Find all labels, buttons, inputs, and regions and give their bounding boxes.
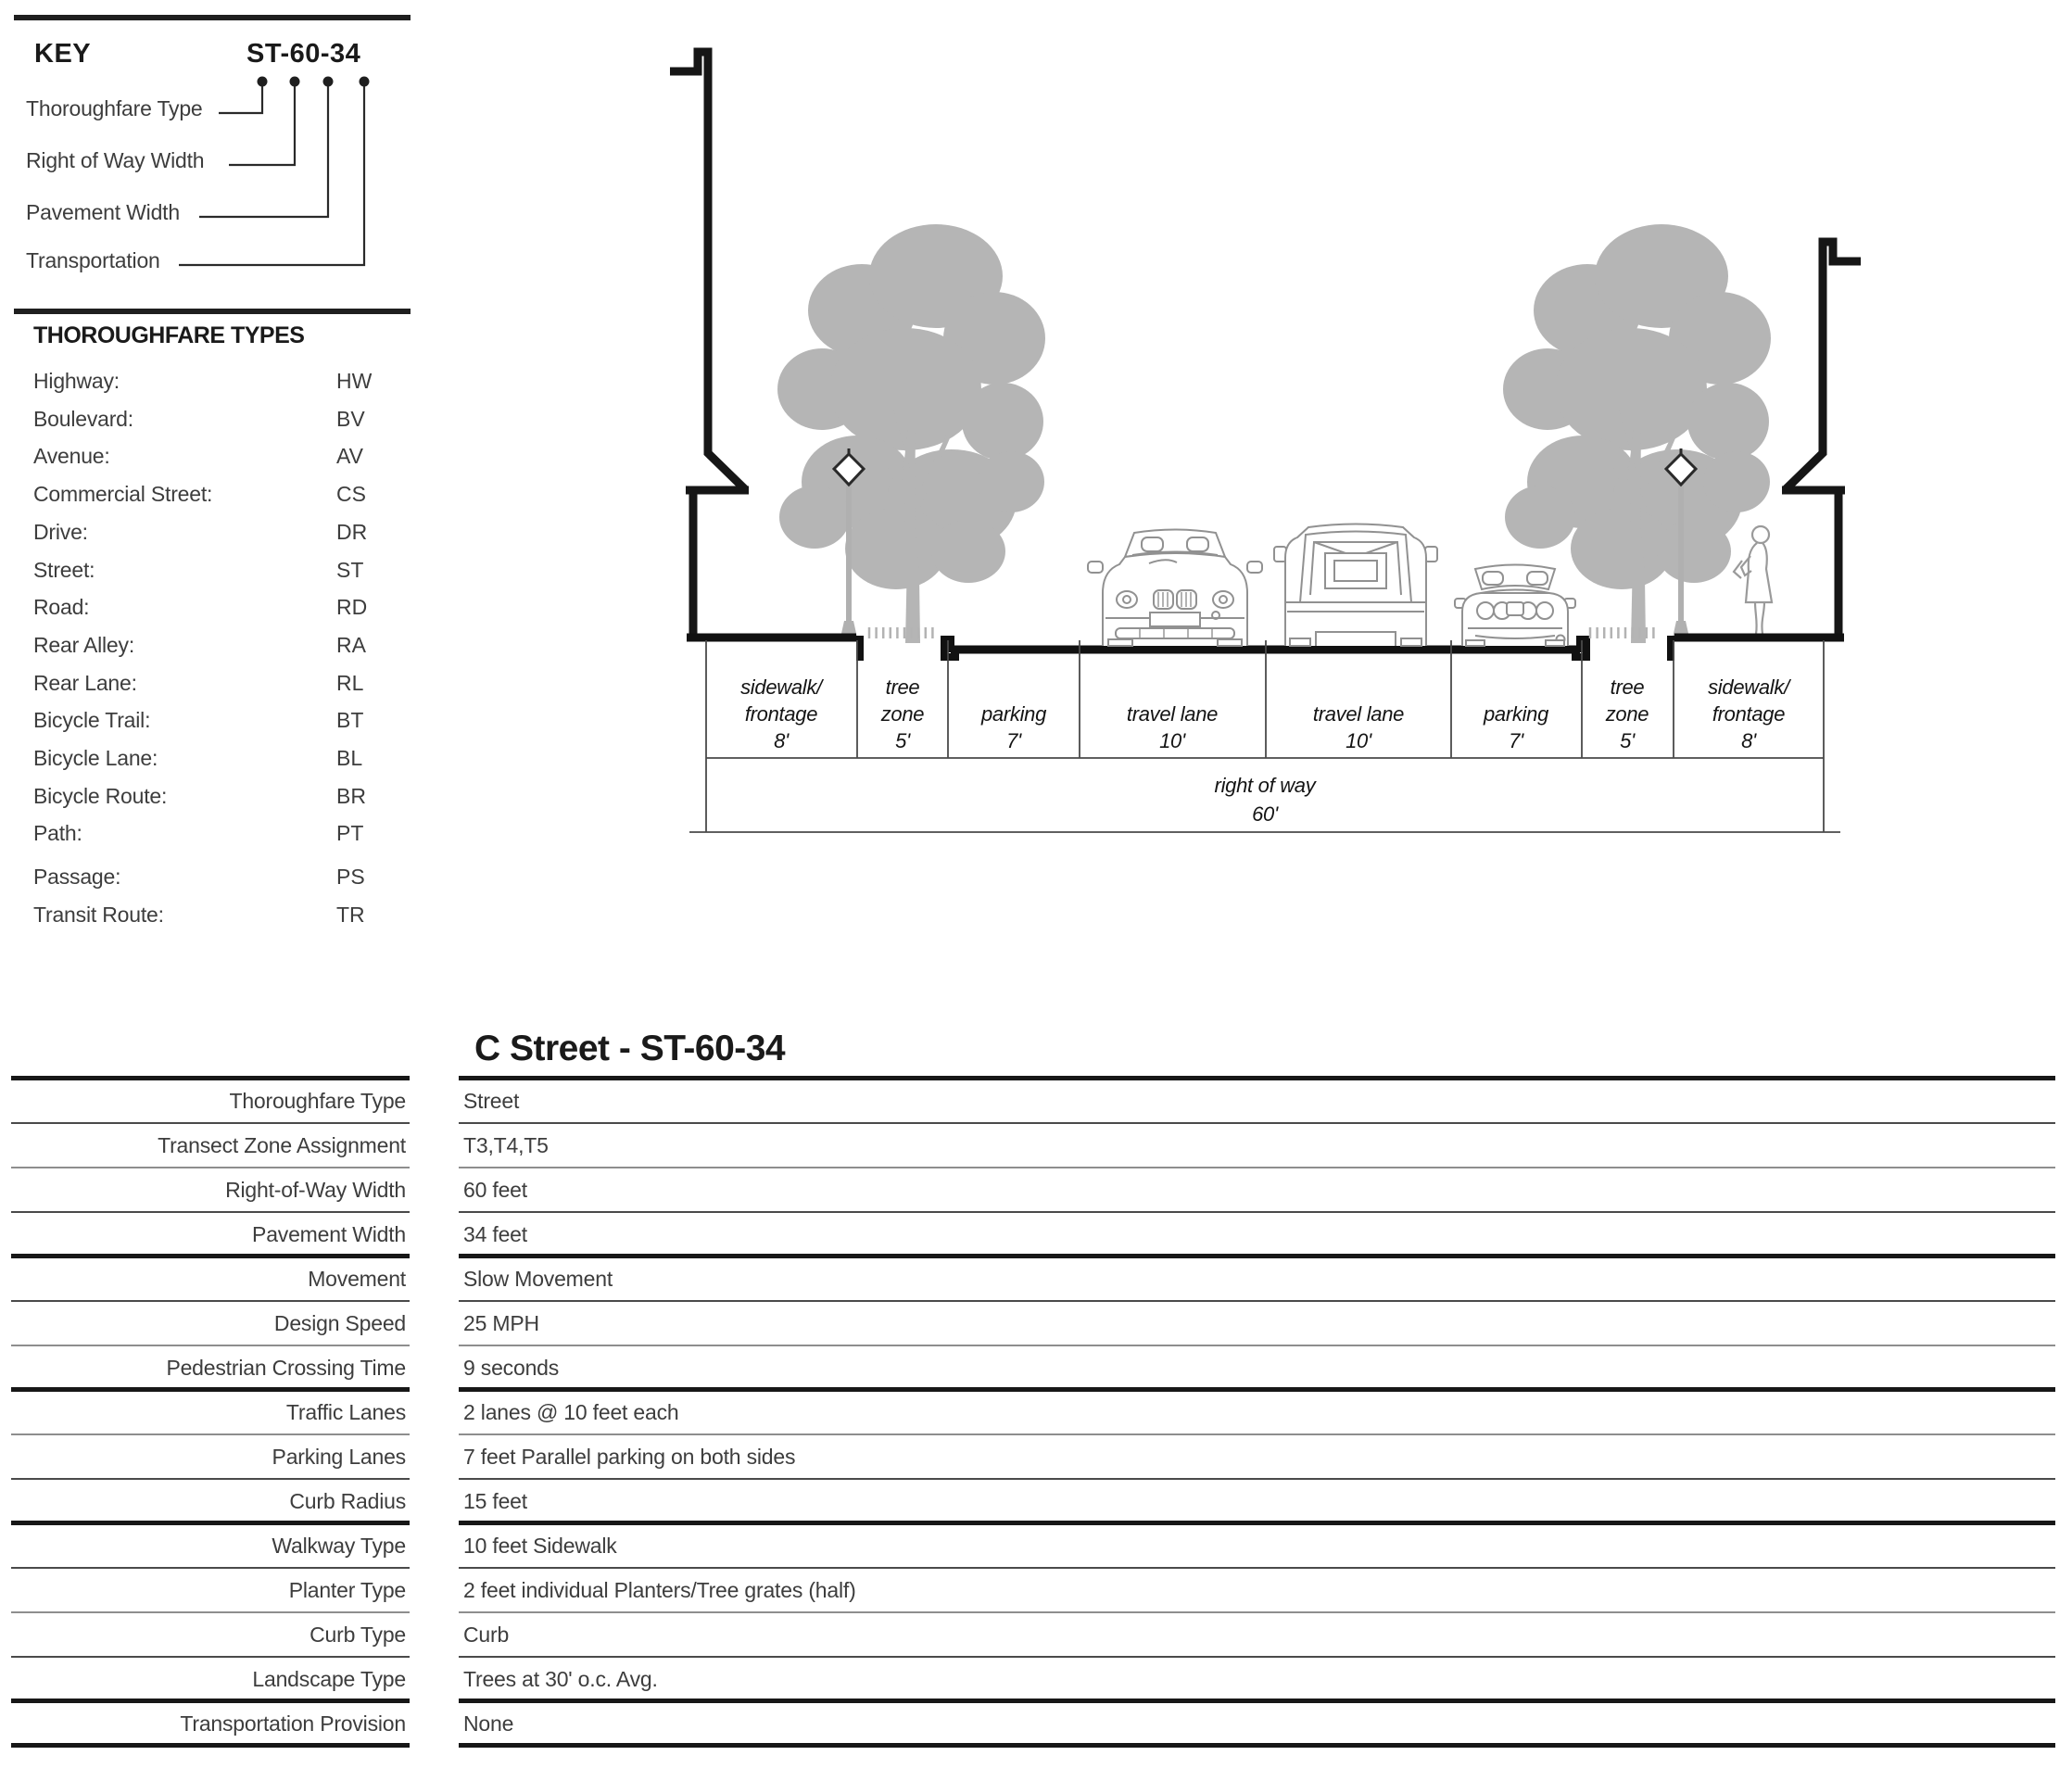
zone-label xyxy=(1284,662,1433,754)
key-label-pavement-width: Pavement Width xyxy=(26,200,180,224)
thoroughfare-type-abbr: PT xyxy=(336,821,364,846)
car-rear-icon xyxy=(1274,524,1437,647)
zone-name-line: parking xyxy=(980,702,1047,726)
key-label-right-of-way-width: Right of Way Width xyxy=(26,148,205,172)
spec-table-rule xyxy=(459,1076,2055,1080)
spec-table-rule xyxy=(459,1567,2055,1569)
spec-row-value: None xyxy=(463,1711,514,1736)
spec-row-value: Street xyxy=(463,1089,520,1113)
spec-table-rule xyxy=(11,1254,410,1258)
spec-row-value: Curb xyxy=(463,1623,510,1647)
zone-dimension: 8' xyxy=(774,729,789,752)
spec-row-value: 10 feet Sidewalk xyxy=(463,1534,617,1558)
key-code: ST-60-34 xyxy=(246,39,361,69)
spec-table-rule xyxy=(459,1254,2055,1258)
spec-table-rule xyxy=(11,1478,410,1480)
thoroughfare-type-name: Transit Route: xyxy=(33,902,164,927)
key-connector-lines xyxy=(179,86,364,265)
thoroughfare-type-name: Passage: xyxy=(33,865,121,890)
thoroughfare-type-name: Bicycle Route: xyxy=(33,783,168,808)
spec-row-value: 60 feet xyxy=(463,1178,527,1202)
spec-row-label: Curb Type xyxy=(310,1623,406,1647)
spec-table-rule xyxy=(459,1300,2055,1302)
zone-dimension: 10' xyxy=(1346,729,1371,752)
zone-label xyxy=(1098,662,1246,754)
spec-table-rule xyxy=(11,1656,410,1658)
thoroughfare-type-name: Commercial Street: xyxy=(33,482,213,507)
spec-row-label: Curb Radius xyxy=(289,1489,406,1513)
spec-table-rule xyxy=(459,1478,2055,1480)
spec-table-rule xyxy=(11,1611,410,1613)
thoroughfare-type-abbr: DR xyxy=(336,519,368,544)
spec-table-rule xyxy=(459,1611,2055,1613)
thoroughfare-type-abbr: ST xyxy=(336,557,364,582)
spec-row-label: Walkway Type xyxy=(272,1534,406,1558)
thoroughfare-type-abbr: HW xyxy=(336,369,373,393)
spec-row-value: 15 feet xyxy=(463,1489,527,1513)
right-of-way-dim: 60' xyxy=(1252,802,1278,826)
zone-dimension: 5' xyxy=(895,729,910,752)
thoroughfare-type-name: Highway: xyxy=(33,369,120,393)
spec-row-value: Slow Movement xyxy=(463,1267,613,1291)
spec-row-value: 2 lanes @ 10 feet each xyxy=(463,1400,679,1424)
spec-table-labels xyxy=(11,1078,410,1745)
spec-table-rule xyxy=(11,1167,410,1168)
spec-table-rule xyxy=(459,1433,2055,1435)
thoroughfare-type-abbr: CS xyxy=(336,482,366,507)
spec-row-label: Transportation Provision xyxy=(180,1711,406,1736)
thoroughfare-type-name: Boulevard: xyxy=(33,406,133,431)
zone-dimension: 10' xyxy=(1159,729,1185,752)
spec-table-rule xyxy=(459,1122,2055,1124)
spec-table-rule xyxy=(11,1743,410,1748)
spec-row-label: Planter Type xyxy=(288,1578,406,1602)
spec-row-label: Traffic Lanes xyxy=(285,1400,406,1424)
spec-table-rule xyxy=(11,1076,410,1080)
spec-table-rule xyxy=(459,1167,2055,1168)
thoroughfare-type-name: Path: xyxy=(33,821,82,846)
right-building-outline xyxy=(1782,242,1861,639)
zone-name-line: frontage xyxy=(744,702,818,726)
spec-row-value: 25 MPH xyxy=(463,1311,539,1335)
spec-row-value: 7 feet Parallel parking on both sides xyxy=(463,1445,796,1469)
spec-row-label: Design Speed xyxy=(273,1311,406,1335)
thoroughfare-type-abbr: PS xyxy=(336,865,365,890)
thoroughfare-type-name: Rear Alley: xyxy=(33,632,135,657)
spec-row-label: Right-of-Way Width xyxy=(225,1178,406,1202)
thoroughfare-type-abbr: BV xyxy=(336,406,365,431)
left-building-outline xyxy=(670,52,749,639)
zone-dimension: 8' xyxy=(1741,729,1756,752)
spec-table-rule xyxy=(11,1567,410,1569)
thoroughfare-type-name: Bicycle Lane: xyxy=(33,746,158,770)
spec-row-label: Pedestrian Crossing Time xyxy=(166,1356,406,1380)
spec-row-value: 34 feet xyxy=(463,1222,527,1246)
zone-name-line: sidewalk/ xyxy=(1708,676,1789,699)
zone-dimension: 7' xyxy=(1509,729,1523,752)
thoroughfare-type-name: Bicycle Trail: xyxy=(33,708,151,733)
spec-table-rule xyxy=(459,1743,2055,1748)
key-connector-dots xyxy=(258,77,370,87)
thoroughfare-type-abbr: RD xyxy=(336,595,368,620)
zone-name-line: sidewalk/ xyxy=(740,676,822,699)
right-of-way-text: right of way xyxy=(1214,774,1316,797)
spec-table-rule xyxy=(11,1433,410,1435)
car-front-icon xyxy=(1088,530,1262,647)
thoroughfare-type-name: Rear Lane: xyxy=(33,670,137,695)
section-title: C Street - ST-60-34 xyxy=(474,1029,786,1068)
key-title: KEY xyxy=(34,39,92,69)
pedestrian-icon xyxy=(1734,526,1772,638)
thoroughfare-type-name: Avenue: xyxy=(33,444,110,469)
tree-icon xyxy=(777,224,1771,643)
spec-table-rule xyxy=(11,1521,410,1525)
zone-name-line: frontage xyxy=(1712,702,1786,726)
spec-table-values xyxy=(459,1078,2055,1745)
zone-label xyxy=(940,662,1088,754)
right-of-way-label xyxy=(1126,771,1404,828)
zone-name-line: travel lane xyxy=(1126,702,1219,726)
spec-table-rule xyxy=(459,1211,2055,1213)
thoroughfare-type-name: Drive: xyxy=(33,519,88,544)
thoroughfare-type-abbr: AV xyxy=(336,444,363,469)
zone-dimension: 7' xyxy=(1006,729,1021,752)
spec-row-value: 2 feet individual Planters/Tree grates (half) xyxy=(463,1578,856,1602)
spec-row-value: 9 seconds xyxy=(463,1356,560,1380)
zone-label xyxy=(1674,662,1823,754)
spec-table-rule xyxy=(459,1521,2055,1525)
spec-row-value: T3,T4,T5 xyxy=(463,1133,549,1157)
thoroughfare-type-abbr: RL xyxy=(336,670,364,695)
thoroughfare-type-abbr: RA xyxy=(336,632,366,657)
thoroughfare-type-abbr: BR xyxy=(336,783,366,808)
spec-row-label: Landscape Type xyxy=(252,1667,406,1691)
zone-name-line: tree xyxy=(1610,676,1645,699)
thoroughfare-type-abbr: TR xyxy=(336,902,365,927)
zone-name-line: zone xyxy=(880,702,925,726)
spec-row-value: Trees at 30' o.c. Avg. xyxy=(463,1667,658,1691)
spec-row-label: Parking Lanes xyxy=(272,1445,406,1469)
spec-table-rule xyxy=(459,1387,2055,1392)
zone-name-line: tree xyxy=(885,676,920,699)
spec-table-rule xyxy=(11,1387,410,1392)
spec-table-rule xyxy=(459,1656,2055,1658)
spec-table-rule xyxy=(11,1211,410,1213)
thoroughfare-type-name: Road: xyxy=(33,595,90,620)
spec-table-rule xyxy=(459,1699,2055,1703)
spec-row-label: Thoroughfare Type xyxy=(229,1089,406,1113)
spec-table-rule xyxy=(11,1300,410,1302)
spec-table-rule xyxy=(459,1345,2055,1346)
spec-table-rule xyxy=(11,1122,410,1124)
convertible-car-icon xyxy=(1455,565,1575,647)
spec-table-rule xyxy=(11,1345,410,1346)
key-label-thoroughfare-type: Thoroughfare Type xyxy=(26,96,203,120)
thoroughfare-type-abbr: BL xyxy=(336,746,363,770)
spec-row-label: Movement xyxy=(308,1267,406,1291)
thoroughfare-type-name: Street: xyxy=(33,557,95,582)
thoroughfare-type-abbr: BT xyxy=(336,708,364,733)
zone-name-line: parking xyxy=(1483,702,1549,726)
spec-row-label: Pavement Width xyxy=(252,1222,406,1246)
zone-name-line: zone xyxy=(1605,702,1649,726)
thoroughfare-types-title: THOROUGHFARE TYPES xyxy=(33,322,305,348)
spec-table-rule xyxy=(11,1699,410,1703)
spec-row-label: Transect Zone Assignment xyxy=(158,1133,406,1157)
key-label-transportation: Transportation xyxy=(26,248,160,272)
zone-dimension: 5' xyxy=(1620,729,1635,752)
zone-name-line: travel lane xyxy=(1312,702,1405,726)
